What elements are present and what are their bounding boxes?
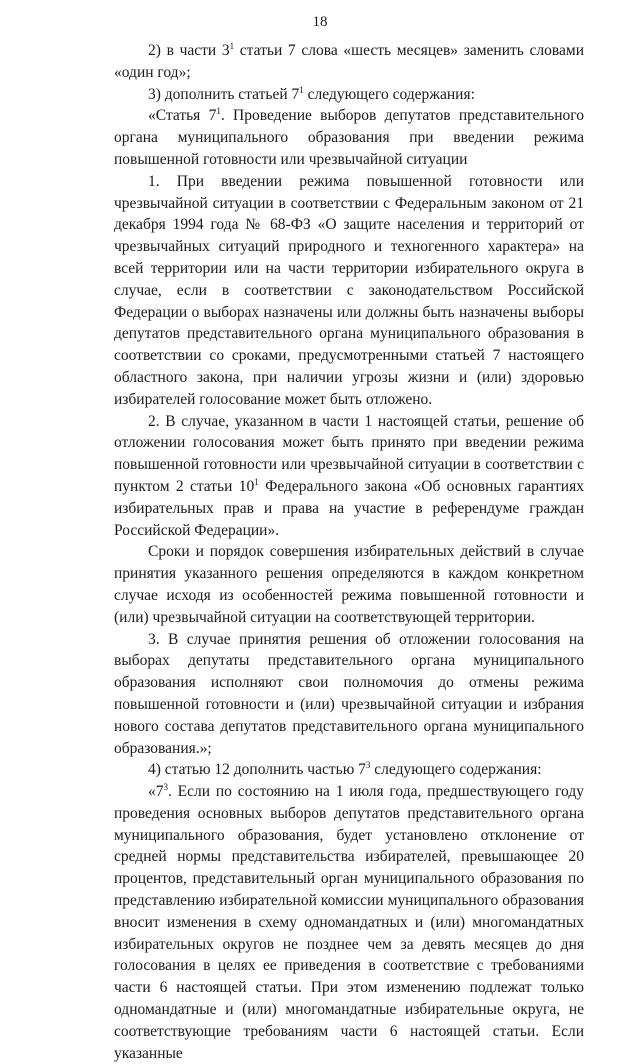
text-run: «7 [148, 783, 164, 801]
text-run: «Статья 7 [148, 107, 217, 125]
text-run: 3) дополнить статьей 7 [148, 85, 300, 103]
text-run: 1. При введении режима повышенной готовности или чрезвычайной ситуации в соответствии с Федеральным законом от 21 декабря 1994 года № 68-ФЗ «О защите населения и территорий от чрезвычайных ситуаций природного и техногенного характера» на всей территории или на части территории избирательного округа в случае, если в соответствии с законодательством Российской Федерации о выборах назначены или должны быть назначены выборы депутатов представительного органа муниципального образования в соответствии со сроками, предусмотренными статьей 7 настоящего областного закона, при наличии угрозы жизни и (или) здоровью избирателей голосование может быть отложено. [114, 172, 584, 408]
paragraph-article-7-1-part-3 [114, 629, 584, 760]
text-run: 4) статью 12 дополнить частью 7 [148, 761, 366, 779]
superscript: 1 [254, 476, 259, 487]
text-run: 2) в части 3 [148, 42, 230, 59]
text-run: Сроки и порядок совершения избирательных действий в случае принятия указанного решения определяются в каждом конкретном случае исходя из особенностей режима повышенной готовности и (или) чрезвычайной ситуации на соответствующей территории. [114, 543, 584, 626]
text-run: следующего содержания: [303, 85, 475, 103]
text-run: статьи 7 слова «шесть месяцев» заменить словами «один год»; [114, 42, 584, 81]
page-number: 18 [312, 14, 328, 30]
paragraph-amendment-3 [114, 84, 584, 106]
superscript: 3 [163, 782, 168, 793]
text-run: . Если по состоянию на 1 июля года, предшествующего году проведения основных выборов депутатов представительного органа муниципального образования, будет установлено отклонение от средней нормы представительства избирателей, превышающее 20 процентов, представительный орган муниципального образования по представлению избирательной комиссии муниципального образования вносит изменения в схему одномандатных и (или) многомандатных избирательных округов не позднее чем за девять месяцев до дня голосования в целях ее приведения в соответствие с требованиями части 6 настоящей статьи. При этом изменению подлежат только одномандатные и (или) многомандатные избирательные округа, не соответствующие требованиям части 6 настоящей статьи. Если указанные [114, 783, 584, 1062]
paragraph-article-12-part-7-3 [114, 781, 584, 1064]
paragraph-amendment-2 [114, 40, 584, 84]
superscript: 1 [229, 41, 235, 51]
superscript: 1 [299, 84, 304, 95]
paragraph-article-7-1-title [114, 105, 584, 170]
text-run: Федерального закона «Об основных гарантиях избирательных прав и права на участие в референдуме граждан Российской Федерации». [114, 477, 584, 539]
text-run: 2. В случае, указанном в части 1 настоящей статьи, решение об отложении голосования может быть принято при введении режима повышенной готовности или чрезвычайной ситуации в соответствии с пунктом 2 статьи 10 [114, 412, 584, 495]
superscript: 3 [365, 760, 371, 771]
superscript: 1 [216, 106, 221, 117]
document-body [114, 40, 584, 1064]
text-run: следующего содержания: [370, 761, 542, 779]
paragraph-article-7-1-part-1 [114, 171, 584, 411]
text-run: 3. В случае принятия решения об отложении голосования на выборах депутаты представительного органа муниципального образования исполняют свои полномочия до отмены режима повышенной готовности и (или) чрезвычайной ситуации и избрания нового состава депутатов представительного органа муниципального образования.»; [114, 630, 584, 757]
paragraph-amendment-4 [114, 759, 584, 781]
paragraph-article-7-1-part-2-continued [114, 541, 584, 628]
text-run: . Проведение выборов депутатов представительного органа муниципального образования при введении режима повышенной готовности или чрезвычайной ситуации [114, 107, 584, 168]
paragraph-article-7-1-part-2 [114, 411, 584, 542]
